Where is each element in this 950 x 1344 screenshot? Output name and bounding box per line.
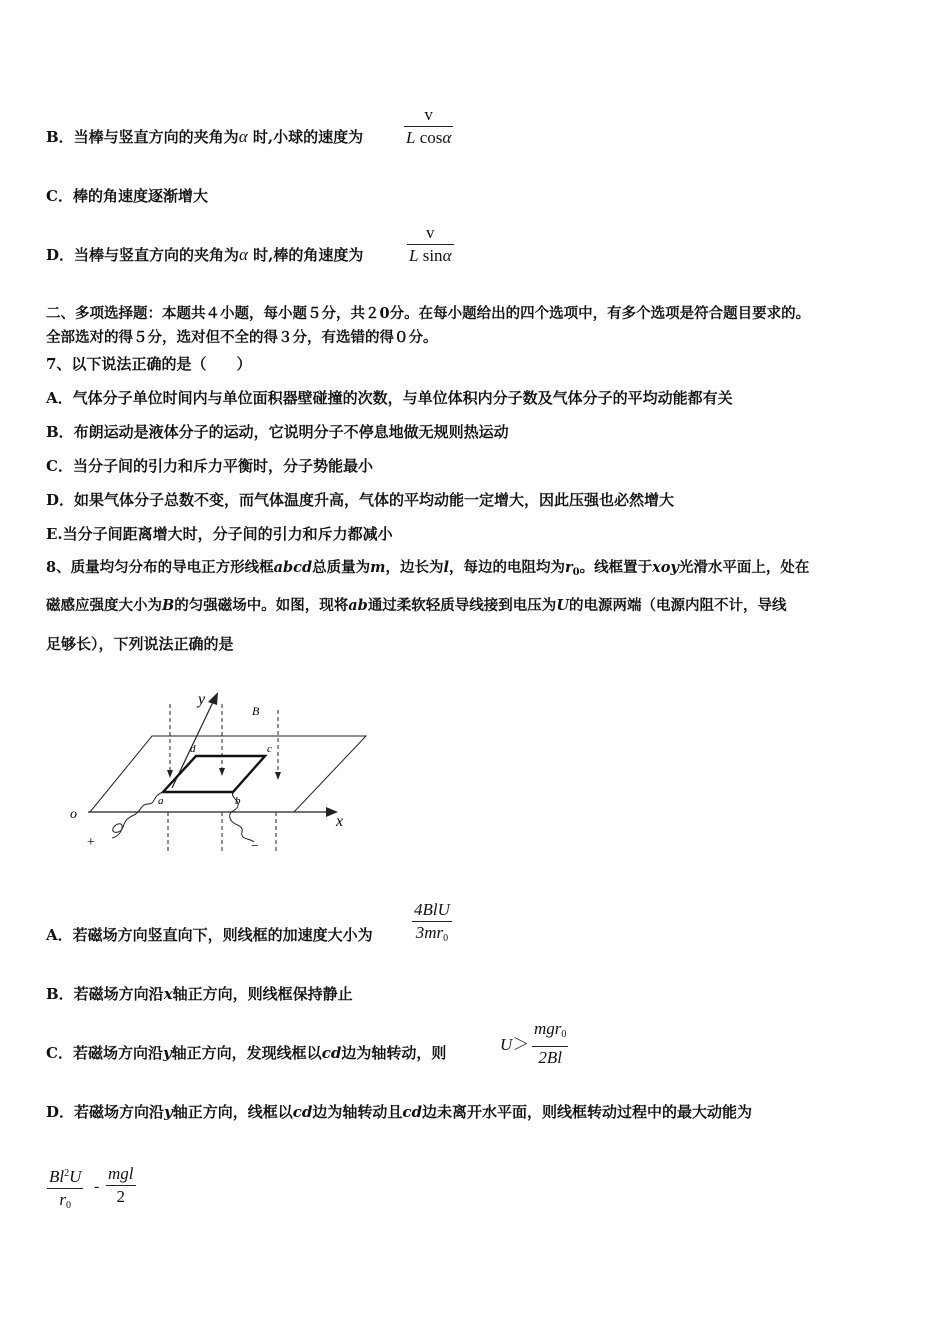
y-axis-arrow [208, 692, 218, 705]
q7-option-a: A．气体分子单位时间内与单位面积器壁碰撞的次数，与单位体积内分子数及气体分子的平均动能都有关 [46, 389, 733, 407]
wire-negative [230, 792, 254, 842]
label-c: c [267, 743, 272, 755]
square-frame [163, 756, 265, 792]
field-arrow-1 [167, 770, 173, 778]
q8-stem-line2: 磁感应强度大小为B的匀强磁场中。如图，现将ab通过柔软轻质导线接到电压为U的电源两端（电源内阻不计，导线 [46, 597, 787, 614]
q8-d-fraction-1: $\frac{Bl^2U}{r_0}$ [47, 1163, 83, 1217]
label-b: b [235, 795, 241, 807]
q7-option-e: E.当分子间距离增大时，分子间的引力和斥力都减小 [46, 525, 393, 543]
q8-d-fraction-2: mgl 2 [108, 1164, 134, 1206]
q8-option-c: C．若磁场方向沿y轴正方向，发现线框以cd边为轴转动，则 [46, 1044, 447, 1062]
q6-b-fraction: $\frac{v}{\text{L cosα}}$ [406, 105, 452, 147]
label-x: x [336, 813, 344, 830]
q6-option-c: C．棒的角速度逐渐增大 [46, 187, 208, 205]
q8-c-inequality: U＞ [500, 1035, 530, 1054]
q8-option-d: D．若磁场方向沿y轴正方向，线框以cd边为轴转动且cd边未离开水平面，则线框转动过程中的最大动能为 [46, 1103, 753, 1121]
q8-stem-line1: 8、质量均匀分布的导电正方形线框abcd总质量为m，边长为l，每边的电阻均为$r_0$。线框置于xoy光滑水平面上，处在 [46, 559, 810, 578]
q6-option-d: D．当棒与竖直方向的夹角为α 时,棒的角速度为 [46, 245, 364, 264]
label-a: a [158, 795, 164, 807]
q7-stem: 7、以下说法正确的是（ ） [46, 355, 252, 373]
q8-option-b: B．若磁场方向沿x轴正方向，则线框保持静止 [46, 985, 353, 1003]
q8-option-a: A．若磁场方向竖直向下，则线框的加速度大小为 [46, 926, 373, 944]
field-arrow-3 [275, 772, 281, 780]
field-arrow-2 [219, 768, 225, 776]
label-plus: + [86, 835, 96, 850]
label-y: y [198, 691, 206, 708]
q7-option-b: B．布朗运动是液体分子的运动，它说明分子不停息地做无规则热运动 [46, 423, 509, 441]
q8-d-minus: - [94, 1178, 100, 1195]
section2-scoring: 全部选对的得５分，选对但不全的得３分，有选错的得０分。 [46, 329, 438, 346]
q7-option-d: D．如果气体分子总数不变，而气体温度升高，气体的平均动能一定增大，因此压强也必然增大 [46, 491, 675, 509]
section2-heading: 二、多项选择题：本题共４小题，每小题５分，共２0分。在每小题给出的四个选项中，有多个选项是符合题目要求的。 [46, 305, 811, 322]
plane-outline [90, 736, 366, 812]
q8-figure [60, 680, 380, 860]
label-d: d [190, 743, 196, 755]
label-B: B [252, 704, 260, 718]
label-minus: − [250, 839, 260, 854]
q6-d-fraction: $\frac{v}{\text{L sinα}}$ [409, 223, 452, 265]
wire-positive [112, 792, 163, 838]
q8-a-fraction: 4BlU $3mr_0$ [414, 900, 450, 944]
q7-option-c: C．当分子间的引力和斥力平衡时，分子势能最小 [46, 457, 373, 475]
q6-option-b: B．当棒与竖直方向的夹角为α 时,小球的速度为 [46, 127, 364, 146]
q8-stem-line3: 足够长），下列说法正确的是 [46, 635, 234, 653]
label-o: o [70, 807, 77, 822]
q8-c-fraction: mgr$_0$ 2Bl [534, 1019, 567, 1067]
